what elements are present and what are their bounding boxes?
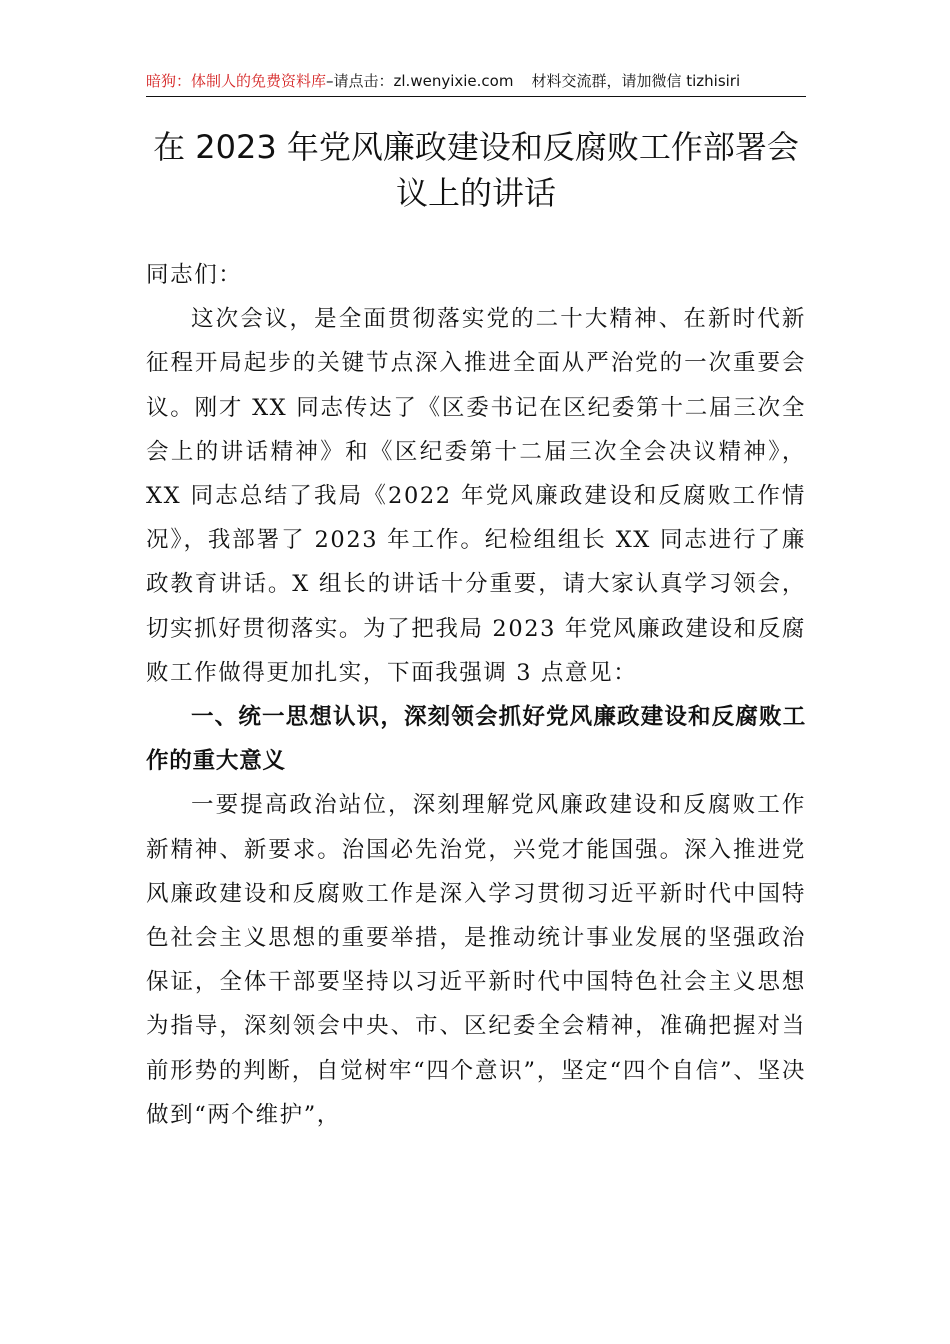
section-heading-1: 一、统一思想认识，深刻领会抓好党风廉政建设和反腐败工作的重大意义 <box>146 704 806 775</box>
document-title: 在 2023 年党风廉政建设和反腐败工作部署会议上的讲话 <box>153 128 799 212</box>
paragraph-intro: 这次会议，是全面贯彻落实党的二十大精神、在新时代新征程开局起步的关键节点深入推进全面从严治党的一次重要会议。刚才 XX 同志传达了《区委书记在区纪委第十二届三次全会上的讲话精神》和《区纪委第十二届三次全会决议精神》，XX 同志总结了我局《2022 年党风廉政建设和反腐败工作情况》，我部署了 2023 年工作。纪检组组长 XX 同志进行了廉政教育讲话。X 组长的讲话十分重要，请大家认真学习领会，切实抓好贯彻落实。为了把我局 2023 年党风廉政建设和反腐败工作做得更加扎实，下面我强调 3 点意见： <box>146 306 806 686</box>
header-group-text: 材料交流群，请加微信 tizhisiri <box>531 72 741 90</box>
page-header <box>146 66 806 97</box>
salutation: 同志们： <box>146 262 243 288</box>
header-brand-link[interactable]: 暗狗：体制人的免费资料库 <box>146 72 327 90</box>
header-click-text[interactable]: –请点击：zl.wenyixie.com <box>326 72 514 90</box>
paragraph-section-1-point-1: 一要提高政治站位，深刻理解党风廉政建设和反腐败工作新精神、新要求。治国必先治党，兴党才能国强。深入推进党风廉政建设和反腐败工作是深入学习贯彻习近平新时代中国特色社会主义思想的重要举措，是推动统计事业发展的坚强政治保证，全体干部要坚持以习近平新时代中国特色社会主义思想为指导，深刻领会中央、市、区纪委全会精神，准确把握对当前形势的判断，自觉树牢“四个意识”，坚定“四个自信”、坚决做到“两个维护”， <box>146 792 806 1128</box>
document-body <box>146 253 806 1137</box>
